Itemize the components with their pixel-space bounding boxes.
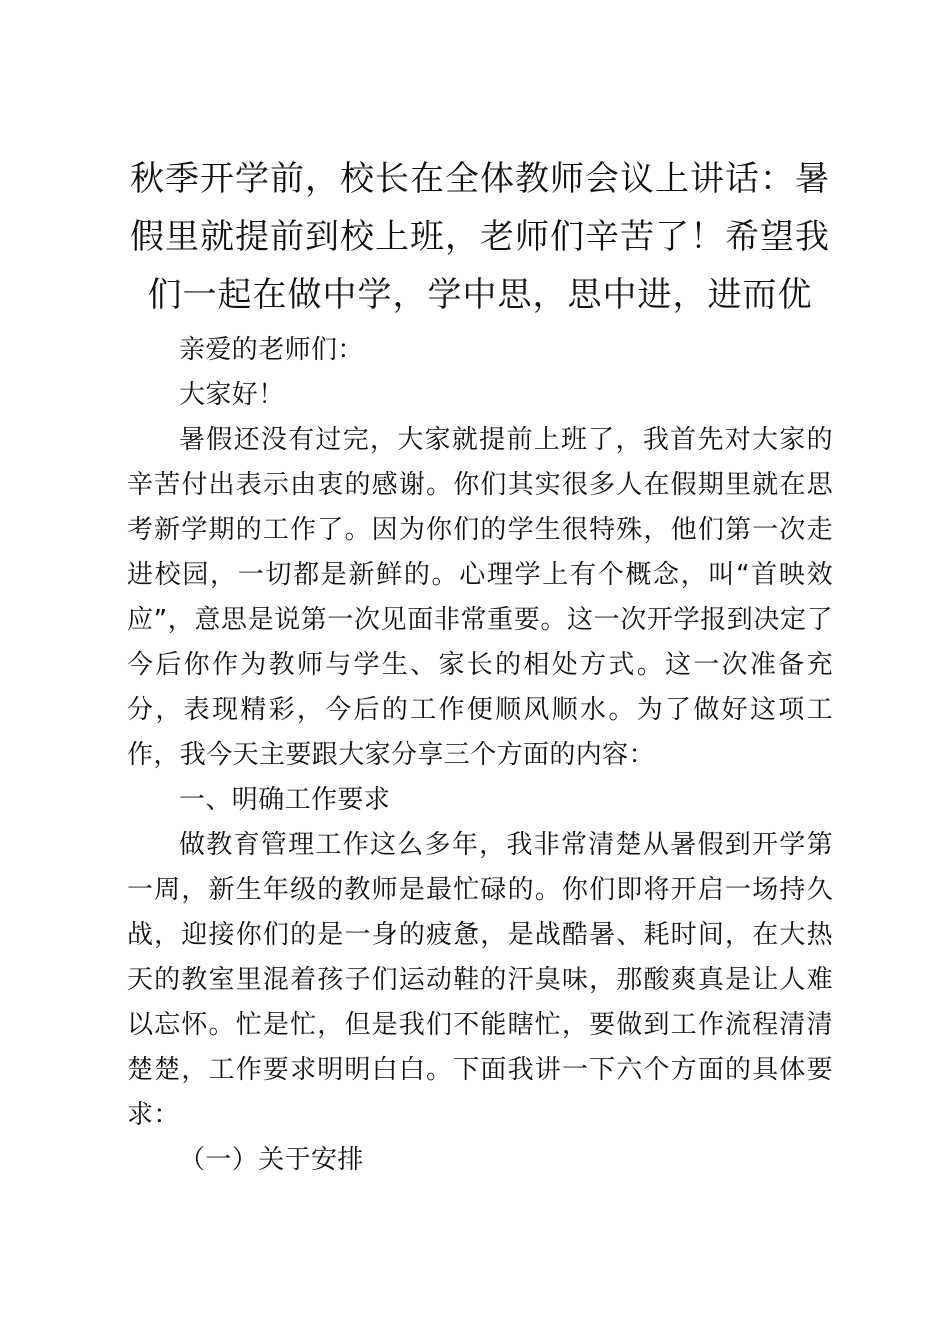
title-line: 们一起在做中学，学中思，思中进，进而优 xyxy=(147,275,813,315)
section-heading: 一、明确工作要求 xyxy=(179,785,391,815)
salutation: 亲爱的老师们： xyxy=(179,335,364,365)
greeting: 大家好！ xyxy=(179,380,285,410)
section-paragraph: 做教育管理工作这么多年，我非常清楚从暑假到开学第一周，新生年级的教师是最忙碌的。你们即将开启一场持久战，迎接你们的是一身的疲惫，是战酷暑、耗时间，在大热天的教室里混着孩子们运动鞋的汗臭味，那酸爽真是让人难以忘怀。忙是忙，但是我们不能瞎忙，要做到工作流程清清楚楚，工作要求明明白白。下面我讲一下六个方面的具体要求： xyxy=(127,830,833,1130)
intro-paragraph: 暑假还没有过完，大家就提前上班了，我首先对大家的辛苦付出表示由衷的感谢。你们其实很多人在假期里就在思考新学期的工作了。因为你们的学生很特殊，他们第一次走进校园，一切都是新鲜的。心理学上有个概念，叫“首映效应”，意思是说第一次见面非常重要。这一次开学报到决定了今后你作为教师与学生、家长的相处方式。这一次准备充分，表现精彩，今后的工作便顺风顺水。为了做好这项工作，我今天主要跟大家分享三个方面的内容： xyxy=(127,425,833,770)
title-line: 假里就提前到校上班，老师们辛苦了！希望我 xyxy=(130,217,830,257)
greeting-block xyxy=(127,328,833,418)
title-line: 秋季开学前，校长在全体教师会议上讲话：暑 xyxy=(130,159,830,199)
document-page xyxy=(127,150,833,1183)
subsection-heading: （一）关于安排 xyxy=(179,1145,364,1175)
document-title xyxy=(127,150,833,324)
